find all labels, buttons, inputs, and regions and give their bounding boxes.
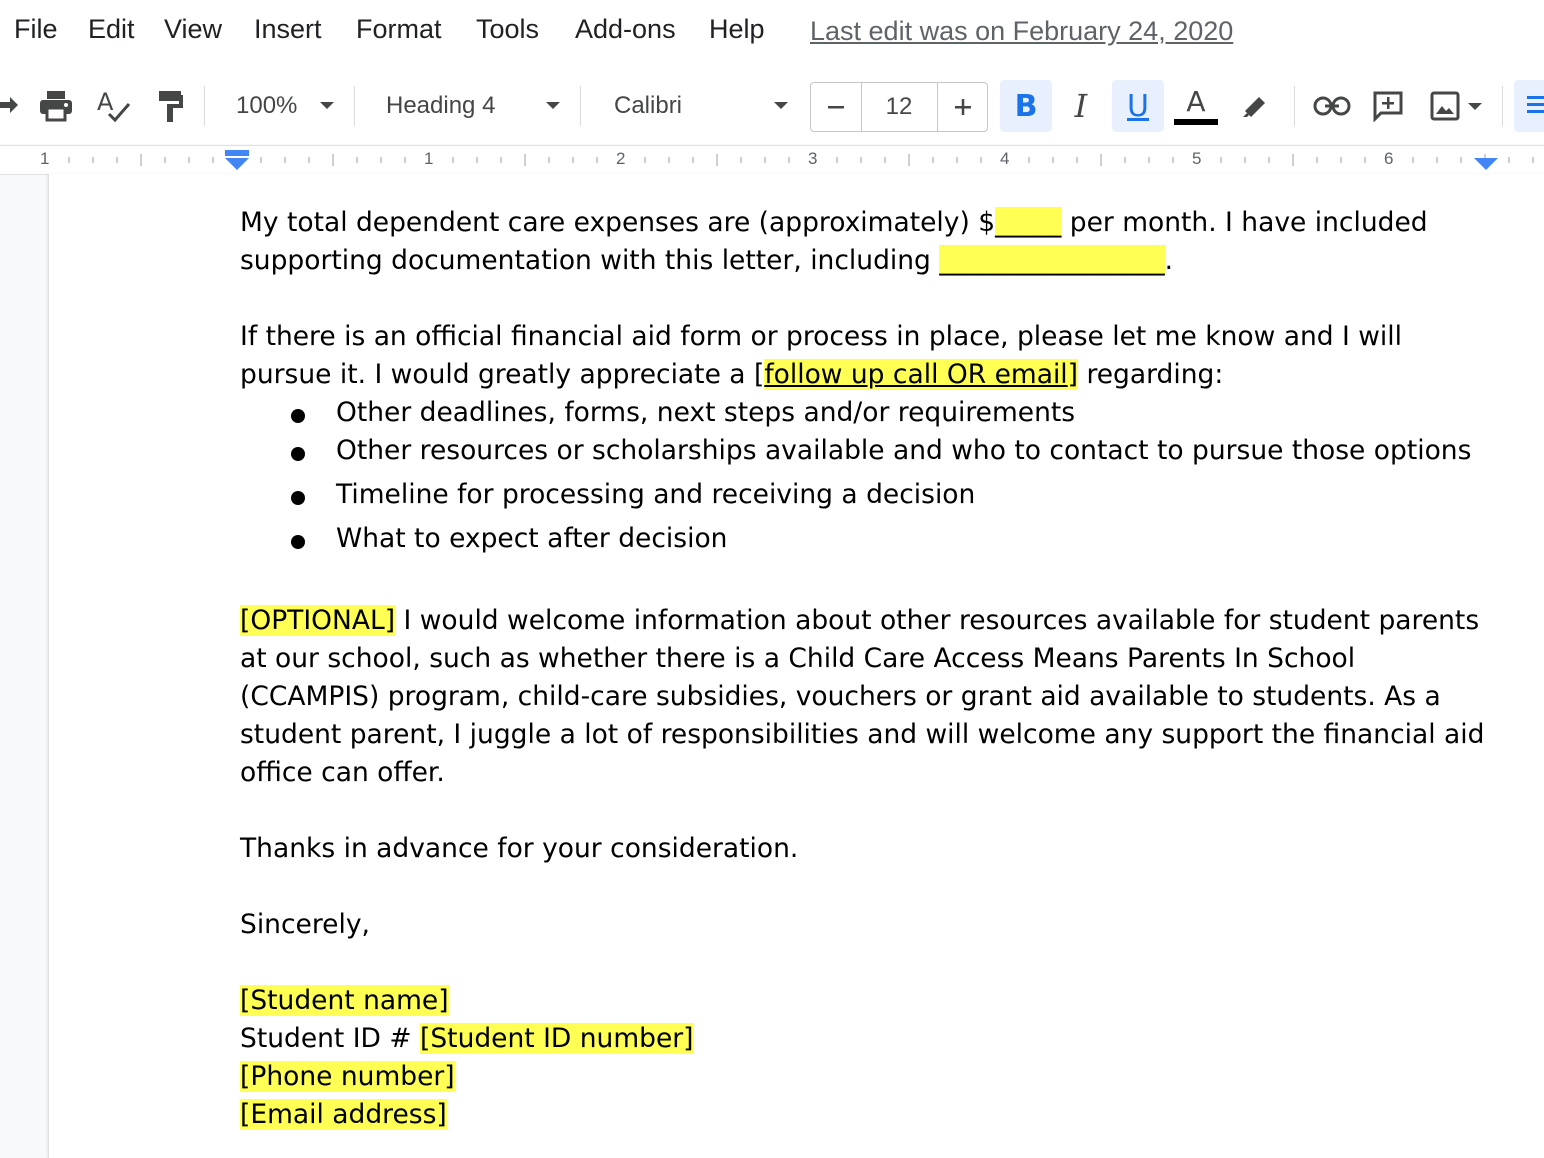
paragraph-thanks: Thanks in advance for your consideration. <box>240 833 799 864</box>
italic-button[interactable]: I <box>1074 87 1088 125</box>
bullet-list <box>240 394 1500 558</box>
text-color-swatch <box>1174 119 1218 125</box>
left-indent-marker[interactable] <box>223 150 251 170</box>
ruler-number: 4 <box>1000 149 1010 168</box>
placeholder-student-id: [Student ID number] <box>420 1023 694 1054</box>
ruler-number: 5 <box>1192 149 1202 168</box>
ruler-number: 2 <box>616 149 626 168</box>
paragraph-expenses <box>240 204 1500 280</box>
menu-insert[interactable]: Insert <box>254 14 322 44</box>
link-icon[interactable] <box>1308 80 1356 132</box>
ruler-number: 3 <box>808 149 818 168</box>
style-value: Heading 4 <box>386 92 496 119</box>
ruler-number: 1 <box>40 149 50 168</box>
highlight-icon[interactable] <box>1232 80 1278 132</box>
menu-file[interactable]: File <box>14 14 58 44</box>
bullet-icon <box>291 409 305 423</box>
bold-button[interactable]: B <box>1000 80 1052 132</box>
list-item <box>240 432 1500 470</box>
signature-id <box>240 1020 1500 1058</box>
document-body[interactable] <box>240 204 1500 1134</box>
font-size-input[interactable]: 12 <box>885 93 913 120</box>
bullet-icon <box>291 447 305 461</box>
text: I would welcome information about other resources available for student parents at our school, such as whether there is a Child Care Access Means Parents In School (CCAMPIS) program, child-care subsidies, vouchers or grant aid available to students. As a student parent, I juggle a lot of responsibilities and will welcome any support the financial aid office can offer. <box>240 605 1485 788</box>
placeholder-email: [Email address] <box>240 1099 447 1130</box>
increase-font-size-button[interactable] <box>937 83 988 131</box>
text: . <box>1164 245 1173 276</box>
menu-format[interactable]: Format <box>356 14 442 44</box>
optional-tag: [OPTIONAL] <box>240 605 396 636</box>
list-item-text: Timeline for processing and receiving a decision <box>336 479 976 510</box>
list-item <box>240 520 1500 558</box>
placeholder-student-name: [Student name] <box>240 985 449 1016</box>
signature-email <box>240 1096 1500 1134</box>
comment-icon[interactable] <box>1366 80 1410 132</box>
menu-help[interactable]: Help <box>709 14 765 44</box>
minus-icon <box>827 98 845 116</box>
text: If there is an official financial aid form or process in place, please let me know and I will pursue it. I would greatly appreciate a <box>240 321 1403 390</box>
zoom-dropdown[interactable] <box>236 82 346 130</box>
spellcheck-icon[interactable] <box>92 80 134 132</box>
signature-phone <box>240 1058 1500 1096</box>
insert-image-button[interactable] <box>1424 80 1488 132</box>
menu-tools[interactable]: Tools <box>476 14 540 44</box>
signature-name <box>240 982 1500 1020</box>
menu-add-ons[interactable]: Add-ons <box>575 14 676 44</box>
text: ] <box>1067 359 1079 390</box>
image-icon <box>1430 91 1460 121</box>
chevron-down-icon <box>1468 103 1482 110</box>
text: per month. I have included supporting documentation with this letter, including <box>240 207 1428 276</box>
list-item-text: What to expect after decision <box>336 523 728 554</box>
menu-edit[interactable]: Edit <box>88 14 135 44</box>
text-color-icon: A <box>1186 85 1206 118</box>
highlight-follow-up: follow up call OR email <box>764 359 1068 390</box>
text: [ <box>753 359 765 390</box>
list-item-text: Other resources or scholarships available and who to contact to pursue those options <box>336 435 1472 466</box>
font-value: Calibri <box>614 92 683 119</box>
plus-icon <box>954 98 972 116</box>
last-edit-link[interactable]: Last edit was on February 24, 2020 <box>810 16 1234 46</box>
paragraph-request <box>240 318 1500 394</box>
list-item-text: Other deadlines, forms, next steps and/or requirements <box>336 397 1076 428</box>
chevron-down-icon <box>320 102 334 109</box>
decrease-font-size-button[interactable] <box>811 83 862 131</box>
menu-bar <box>0 0 1544 69</box>
chevron-down-icon <box>546 102 560 109</box>
print-icon[interactable] <box>34 80 78 132</box>
menu-view[interactable]: View <box>164 14 223 44</box>
blank-amount: _____ <box>995 207 1062 238</box>
ruler-number: 6 <box>1384 149 1394 168</box>
bullet-icon <box>291 491 305 505</box>
underline-button[interactable]: U <box>1112 80 1164 132</box>
redo-icon[interactable] <box>0 80 22 132</box>
ruler <box>0 145 1544 175</box>
text: regarding: <box>1078 359 1224 390</box>
text: My total dependent care expenses are (approximately) $ <box>240 207 996 238</box>
paint-format-icon[interactable] <box>150 80 190 132</box>
zoom-value: 100% <box>236 92 298 119</box>
chevron-down-icon <box>774 102 788 109</box>
bullet-icon <box>291 535 305 549</box>
svg-text:A: A <box>97 88 114 116</box>
list-item <box>240 394 1500 432</box>
text-color-button[interactable] <box>1170 80 1222 132</box>
font-size-stepper <box>810 82 988 132</box>
placeholder-phone: [Phone number] <box>240 1061 455 1092</box>
text: Student ID # <box>240 1023 421 1054</box>
blank-documentation: _________________ <box>939 245 1165 276</box>
font-dropdown[interactable] <box>614 82 794 130</box>
toolbar <box>0 68 1544 144</box>
closing: Sincerely, <box>240 909 370 940</box>
ruler-number: 1 <box>424 149 434 168</box>
right-indent-marker[interactable] <box>1472 156 1500 172</box>
align-icon[interactable] <box>1514 80 1544 132</box>
list-item <box>240 476 1500 514</box>
paragraph-optional <box>240 602 1500 792</box>
style-dropdown[interactable] <box>386 82 566 130</box>
